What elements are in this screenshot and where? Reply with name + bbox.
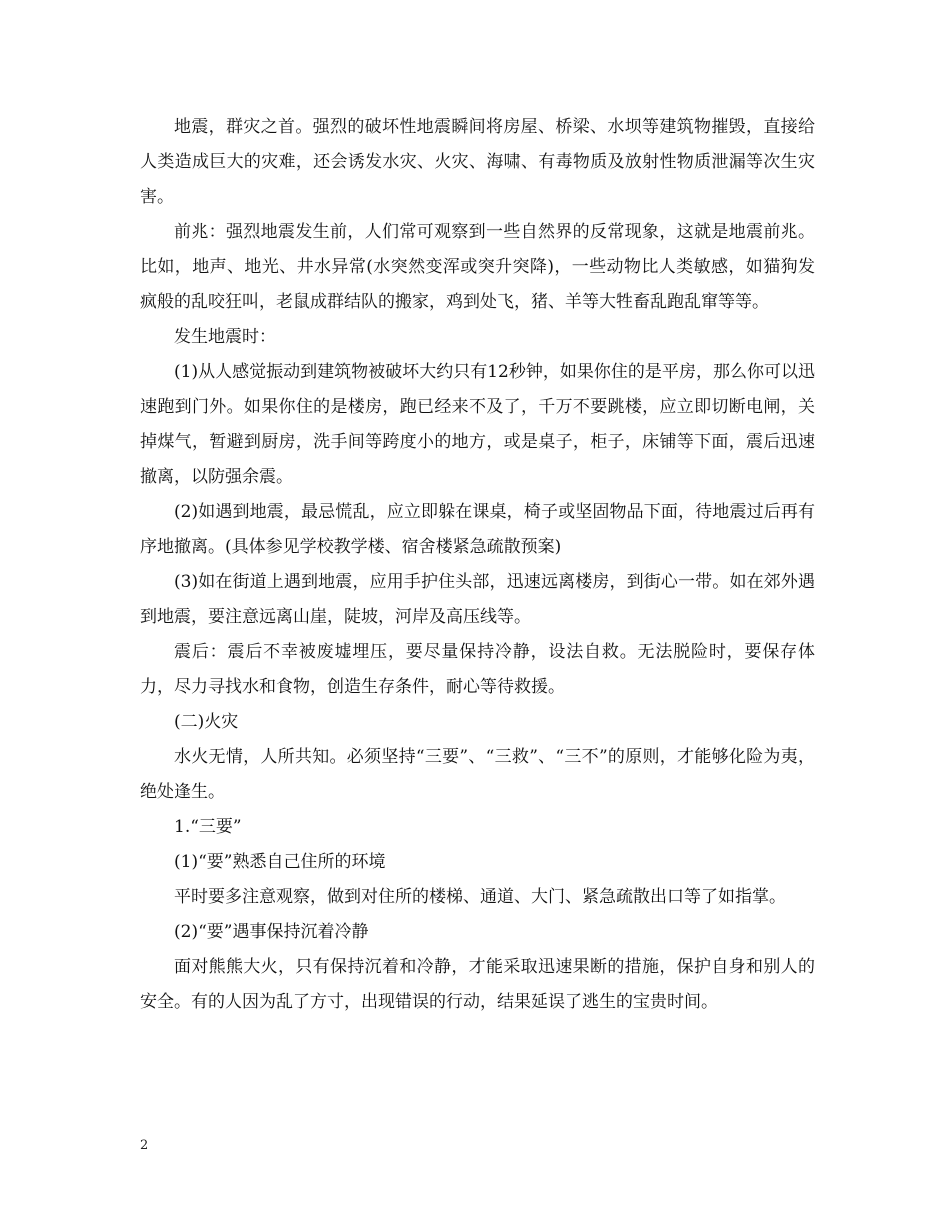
item-heading-stay-calm: (2)“要”遇事保持沉着冷静	[174, 922, 369, 942]
section-heading-fire: (二)火灾	[174, 712, 239, 732]
page-number: 2	[140, 1138, 149, 1153]
document-body	[140, 110, 815, 1020]
paragraph-stay-calm: 面对熊熊大火，只有保持沉着和冷静，才能采取迅速果断的措施，保护自身和别人的安全。有的人因为乱了方寸，出现错误的行动，结果延误了逃生的宝贵时间。	[140, 957, 815, 1012]
paragraph-during-earthquake-1: (1)从人感觉振动到建筑物被破坏大约只有12秒钟，如果你住的是平房，那么你可以迅速跑到门外。如果你住的是楼房，跑已经来不及了，千万不要跳楼，应立即切断电闸，关掉煤气，暂避到厨房，洗手间等跨度小的地方，或是桌子，柜子，床铺等下面，震后迅速撤离，以防强余震。	[140, 362, 815, 487]
paragraph-during-earthquake-2: (2)如遇到地震，最忌慌乱，应立即躲在课桌，椅子或坚固物品下面，待地震过后再有序地撤离。(具体参见学校教学楼、宿舍楼紧急疏散预案)	[140, 502, 815, 557]
paragraph-during-earthquake-3: (3)如在街道上遇到地震，应用手护住头部，迅速远离楼房，到街心一带。如在郊外遇到地震，要注意远离山崖，陡坡，河岸及高压线等。	[140, 572, 815, 627]
paragraph-earthquake-precursors: 前兆：强烈地震发生前，人们常可观察到一些自然界的反常现象，这就是地震前兆。比如，地声、地光、井水异常(水突然变浑或突升突降)，一些动物比人类敏感，如猫狗发疯般的乱咬狂叫，老鼠成群结队的搬家，鸡到处飞，猪、羊等大牲畜乱跑乱窜等等。	[140, 222, 815, 312]
paragraph-fire-intro: 水火无情，人所共知。必须坚持“三要”、“三救”、“三不”的原则，才能够化险为夷，绝处逢生。	[140, 747, 815, 802]
paragraph-know-environment: 平时要多注意观察，做到对住所的楼梯、通道、大门、紧急疏散出口等了如指掌。	[174, 887, 786, 907]
paragraph-after-earthquake: 震后：震后不幸被废墟埋压，要尽量保持冷静，设法自救。无法脱险时，要保存体力，尽力寻找水和食物，创造生存条件，耐心等待救援。	[140, 642, 815, 697]
item-heading-know-environment: (1)“要”熟悉自己住所的环境	[174, 852, 386, 872]
paragraph-earthquake-intro: 地震，群灾之首。强烈的破坏性地震瞬间将房屋、桥梁、水坝等建筑物摧毁，直接给人类造成巨大的灾难，还会诱发水灾、火灾、海啸、有毒物质及放射性物质泄漏等次生灾害。	[140, 117, 815, 207]
subheading-three-musts: 1.“三要”	[174, 817, 242, 837]
paragraph-during-earthquake-heading: 发生地震时：	[174, 327, 276, 347]
